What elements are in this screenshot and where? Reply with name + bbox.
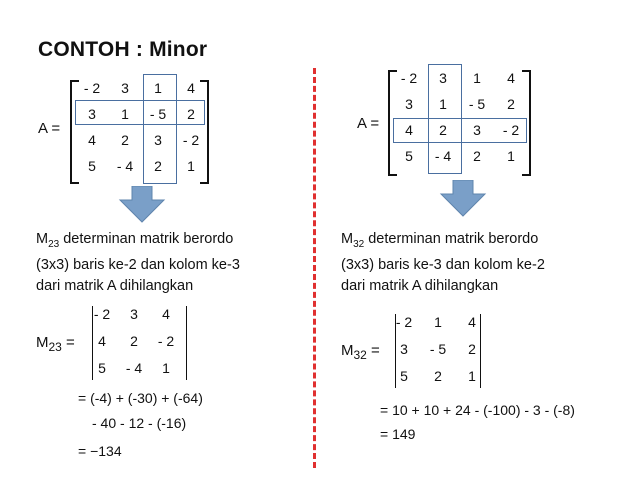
matrix-cell: 4	[405, 122, 413, 138]
matrix-cell: 4	[507, 70, 515, 86]
matrix-cell: - 2	[93, 306, 111, 322]
matrix-cell: - 4	[116, 158, 134, 174]
matrix-cell: 2	[154, 158, 162, 174]
matrix-cell: 2	[130, 333, 138, 349]
matrix-cell: 2	[439, 122, 447, 138]
matrix-cell: 2	[187, 106, 195, 122]
matrix-cell: 1	[473, 70, 481, 86]
matrix-cell: 1	[121, 106, 129, 122]
calc-step-1: = 10 + 10 + 24 - (-100) - 3 - (-8)	[380, 402, 575, 418]
matrix-cell: 1	[434, 314, 442, 330]
matrix-cell: - 2	[182, 132, 200, 148]
matrix-cell: - 2	[502, 122, 520, 138]
matrix-cell: 1	[162, 360, 170, 376]
matrix-cell: - 5	[149, 106, 167, 122]
matrix-cell: 1	[507, 148, 515, 164]
matrix-cell: 4	[88, 132, 96, 148]
minor-m23-label: $M_{23}$ =	[36, 334, 75, 354]
matrix-cell: 4	[468, 314, 476, 330]
det-right-bar	[186, 306, 187, 380]
matrix-cell: 2	[473, 148, 481, 164]
calc-result: = 149	[380, 426, 416, 442]
matrix-cell: - 4	[125, 360, 143, 376]
matrix-cell: 1	[154, 80, 162, 96]
calc-step-1: = (-4) + (-30) + (-64)	[78, 390, 203, 406]
matrix-cell: 5	[88, 158, 96, 174]
matrix-cell: 5	[98, 360, 106, 376]
matrix-cell: 2	[507, 96, 515, 112]
matrix-a-label-left: A =	[38, 120, 61, 137]
matrix-cell: 3	[154, 132, 162, 148]
matrix-cell: 5	[400, 368, 408, 384]
matrix-cell: - 5	[429, 341, 447, 357]
down-arrow-icon	[439, 180, 487, 218]
matrix-cell: 2	[434, 368, 442, 384]
matrix-cell: 5	[405, 148, 413, 164]
matrix-cell: 2	[121, 132, 129, 148]
matrix-cell: - 2	[400, 70, 418, 86]
matrix-cell: 2	[468, 341, 476, 357]
divider-line	[313, 68, 316, 468]
matrix-cell: 4	[187, 80, 195, 96]
matrix-cell: 1	[439, 96, 447, 112]
page-title: CONTOH : Minor	[38, 38, 208, 61]
minor-description-left: $M_{23}$ determinan matrik berordo (3x3) baris ke-2 dan kolom ke-3 dari matrik A dihilangkan	[36, 231, 240, 294]
matrix-cell: 1	[187, 158, 195, 174]
matrix-cell: 3	[473, 122, 481, 138]
matrix-cell: 1	[468, 368, 476, 384]
matrix-cell: 3	[400, 341, 408, 357]
matrix-cell: 3	[88, 106, 96, 122]
matrix-cell: - 5	[468, 96, 486, 112]
matrix-cell: - 2	[83, 80, 101, 96]
calc-result: = −134	[78, 443, 122, 459]
minor-m32-label: $M_{32}$ =	[341, 342, 380, 362]
down-arrow-icon	[118, 186, 166, 224]
matrix-cell: - 2	[395, 314, 413, 330]
matrix-cell: 4	[162, 306, 170, 322]
matrix-cell: 3	[130, 306, 138, 322]
matrix-cell: 4	[98, 333, 106, 349]
matrix-cell: 3	[121, 80, 129, 96]
matrix-cell: 3	[439, 70, 447, 86]
calc-step-2: - 40 - 12 - (-16)	[92, 415, 187, 431]
matrix-cell: 3	[405, 96, 413, 112]
matrix-a-label-right: A =	[357, 115, 380, 132]
matrix-cell: - 2	[157, 333, 175, 349]
matrix-cell: - 4	[434, 148, 452, 164]
minor-description-right: $M_{32}$ determinan matrik berordo (3x3) baris ke-3 dan kolom ke-2 dari matrik A dihilangkan	[341, 231, 545, 294]
